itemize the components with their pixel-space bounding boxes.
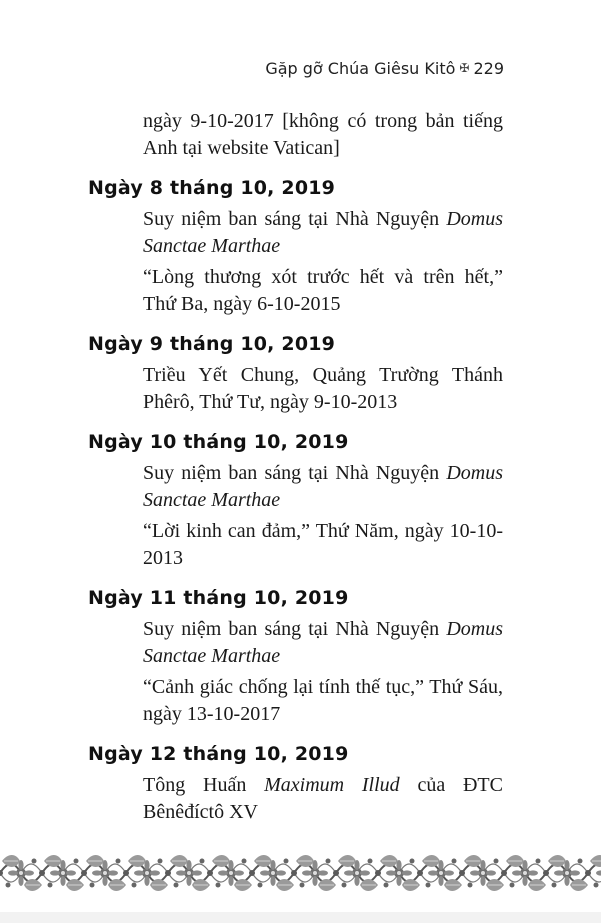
date-entry [0,330,601,416]
continuation-text: ngày 9-10-2017 [không có trong bản tiếng Anh tại website Vatican] [143,110,503,159]
cross-icon: ✠ [459,61,470,75]
source-line: Triều Yết Chung, Quảng Trường Thánh Phêrô, Thứ Tư, ngày 9-10-2013 [143,364,503,413]
floral-border-ornament [0,853,601,893]
page-number: 229 [473,58,504,78]
page-edge [0,912,601,923]
date-entry [0,584,601,728]
homily-title: “Cảnh giác chống lại tính thế tục,” Thứ Sáu, ngày 13-10-2017 [143,676,503,725]
italic-title: Domus Sanctae Marthae [143,462,503,511]
date-entry [0,174,601,318]
date-heading: Ngày 11 tháng 10, 2019 [88,587,349,609]
italic-title: Domus Sanctae Marthae [143,208,503,257]
italic-title: Domus Sanctae Marthae [143,618,503,667]
date-entry [0,428,601,572]
date-heading: Ngày 12 tháng 10, 2019 [88,743,349,765]
schedule-list [0,108,601,826]
homily-title: “Lòng thương xót trước hết và trên hết,” Thứ Ba, ngày 6-10-2015 [143,266,503,315]
running-header [0,53,504,83]
running-title: Gặp gỡ Chúa Giêsu Kitô [265,58,456,78]
homily-title: “Lời kinh can đảm,” Thứ Năm, ngày 10-10-2013 [143,520,503,569]
date-heading: Ngày 10 tháng 10, 2019 [88,431,349,453]
date-entry [0,740,601,826]
italic-title: Maximum Illud [264,774,400,796]
date-heading: Ngày 9 tháng 10, 2019 [88,333,336,355]
date-heading: Ngày 8 tháng 10, 2019 [88,177,336,199]
source-line: Suy niệm ban sáng tại Nhà Nguyện Domus Sanctae Marthae [143,618,503,667]
source-line: Suy niệm ban sáng tại Nhà Nguyện Domus Sanctae Marthae [143,462,503,511]
source-line: Suy niệm ban sáng tại Nhà Nguyện Domus Sanctae Marthae [143,208,503,257]
source-line: Tông Huấn Maximum Illud của ĐTC Bênêđíctô XV [143,774,503,823]
